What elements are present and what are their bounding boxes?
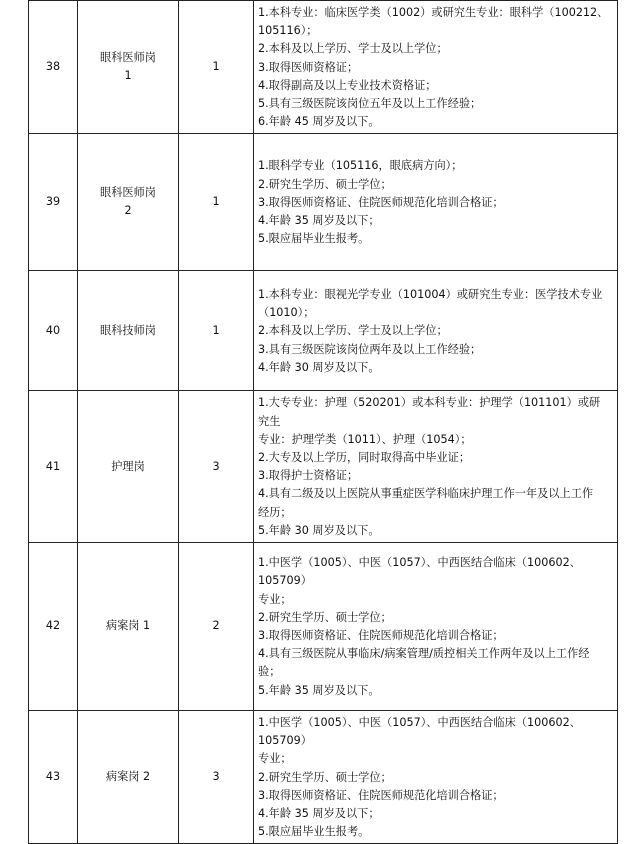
position-name-line: 眼科医师岗 bbox=[100, 186, 156, 200]
requirement-line: 2.本科及以上学历、学士及以上学位； bbox=[258, 42, 448, 56]
requirement-line: 专业：护理学类（1011）、护理（1054）； bbox=[258, 432, 472, 446]
position-number: 38 bbox=[29, 1, 78, 134]
hiring-count: 2 bbox=[179, 543, 254, 711]
requirement-line: 105116）； bbox=[258, 24, 318, 38]
requirements-cell bbox=[254, 271, 618, 391]
requirement-line: 1.中医学（1005）、中医（1057）、中西医结合临床（100602、105709） bbox=[258, 556, 581, 588]
hiring-count: 3 bbox=[179, 391, 254, 543]
requirements-cell bbox=[254, 543, 618, 711]
position-number: 43 bbox=[29, 711, 78, 844]
requirement-line: 5.具有三级医院该岗位五年及以上工作经验； bbox=[258, 97, 482, 111]
requirement-line: 6.年龄 45 周岁及以下。 bbox=[258, 115, 380, 129]
requirement-line: 经历； bbox=[258, 505, 292, 519]
requirement-line: 4.年龄 35 周岁及以下； bbox=[258, 807, 380, 821]
requirement-line: 1.眼科学专业（105116，眼底病方向）； bbox=[258, 159, 463, 173]
requirement-line: 3.取得医师资格证、住院医师规范化培训合格证； bbox=[258, 629, 504, 643]
positions-table bbox=[28, 0, 618, 844]
requirement-line: 3.取得护士资格证； bbox=[258, 469, 359, 483]
requirement-line: 2.大专及以上学历，同时取得高中毕业证； bbox=[258, 451, 471, 465]
table-row bbox=[29, 543, 618, 711]
requirement-line: 2.研究生学历、硕士学位； bbox=[258, 177, 392, 191]
requirements-cell bbox=[254, 134, 618, 271]
requirement-line: 1.本科专业：临床医学类（1002）或研究生专业：眼科学（100212、 bbox=[258, 6, 609, 19]
position-name-line: 眼科技师岗 bbox=[100, 323, 156, 337]
requirement-line: 3.具有三级医院该岗位两年及以上工作经验； bbox=[258, 342, 482, 356]
requirement-line: 专业； bbox=[258, 592, 292, 606]
position-name bbox=[78, 1, 179, 134]
position-name bbox=[78, 391, 179, 543]
requirement-line: 2.研究生学历、硕士学位； bbox=[258, 770, 392, 784]
requirement-line: 3.取得医师资格证、住院医师规范化培训合格证； bbox=[258, 788, 504, 802]
table-row bbox=[29, 391, 618, 543]
requirement-line: 3.取得医师资格证； bbox=[258, 60, 359, 74]
requirement-line: 3.取得医师资格证、住院医师规范化培训合格证； bbox=[258, 195, 504, 209]
requirements-cell bbox=[254, 1, 618, 134]
position-name-line: 护理岗 bbox=[111, 459, 145, 473]
requirements-cell bbox=[254, 391, 618, 543]
requirement-line: 5.限应届毕业生报考。 bbox=[258, 232, 370, 246]
requirement-line: 4.具有二级及以上医院从事重症医学科临床护理工作一年及以上工作 bbox=[258, 487, 594, 501]
requirement-line: （1010）； bbox=[258, 306, 315, 320]
position-name-line: 病案岗 1 bbox=[105, 619, 151, 633]
position-name-line: 病案岗 2 bbox=[105, 770, 151, 784]
requirement-line: 1.中医学（1005）、中医（1057）、中西医结合临床（100602、105709） bbox=[258, 716, 581, 748]
position-name bbox=[78, 711, 179, 844]
table-row bbox=[29, 271, 618, 391]
requirement-line: 4.取得副高及以上专业技术资格证； bbox=[258, 78, 437, 92]
position-name bbox=[78, 134, 179, 271]
hiring-count: 1 bbox=[179, 271, 254, 391]
requirement-line: 2.本科及以上学历、学士及以上学位； bbox=[258, 324, 448, 338]
requirement-line: 1.本科专业：眼视光学专业（101004）或研究生专业：医学技术专业 bbox=[258, 287, 603, 301]
requirements-cell bbox=[254, 711, 618, 844]
hiring-count: 1 bbox=[179, 134, 254, 271]
table-row bbox=[29, 1, 618, 134]
requirement-line: 4.年龄 30 周岁及以下。 bbox=[258, 360, 380, 374]
position-number: 39 bbox=[29, 134, 78, 271]
requirement-line: 5.限应届毕业生报考。 bbox=[258, 825, 370, 839]
requirement-line: 4.具有三级医院从事临床/病案管理/质控相关工作两年及以上工作经 bbox=[258, 647, 590, 661]
table-row bbox=[29, 134, 618, 271]
position-number: 40 bbox=[29, 271, 78, 391]
requirement-line: 5.年龄 30 周岁及以下。 bbox=[258, 523, 380, 537]
position-name bbox=[78, 271, 179, 391]
requirement-line: 1.大专专业：护理（520201）或本科专业：护理学（101101）或研究生 bbox=[258, 396, 601, 428]
position-name-line: 2 bbox=[124, 204, 132, 218]
table-row bbox=[29, 711, 618, 844]
hiring-count: 1 bbox=[179, 1, 254, 134]
requirement-line: 2.研究生学历、硕士学位； bbox=[258, 610, 392, 624]
requirement-line: 验； bbox=[258, 665, 281, 679]
position-name bbox=[78, 543, 179, 711]
position-name-line: 1 bbox=[124, 69, 132, 83]
requirement-line: 专业； bbox=[258, 752, 292, 766]
position-number: 42 bbox=[29, 543, 78, 711]
hiring-count: 3 bbox=[179, 711, 254, 844]
position-number: 41 bbox=[29, 391, 78, 543]
position-name-line: 眼科医师岗 bbox=[100, 51, 156, 64]
requirement-line: 5.年龄 35 周岁及以下。 bbox=[258, 683, 380, 697]
positions-table-body bbox=[29, 1, 618, 844]
requirement-line: 4.年龄 35 周岁及以下； bbox=[258, 214, 380, 228]
